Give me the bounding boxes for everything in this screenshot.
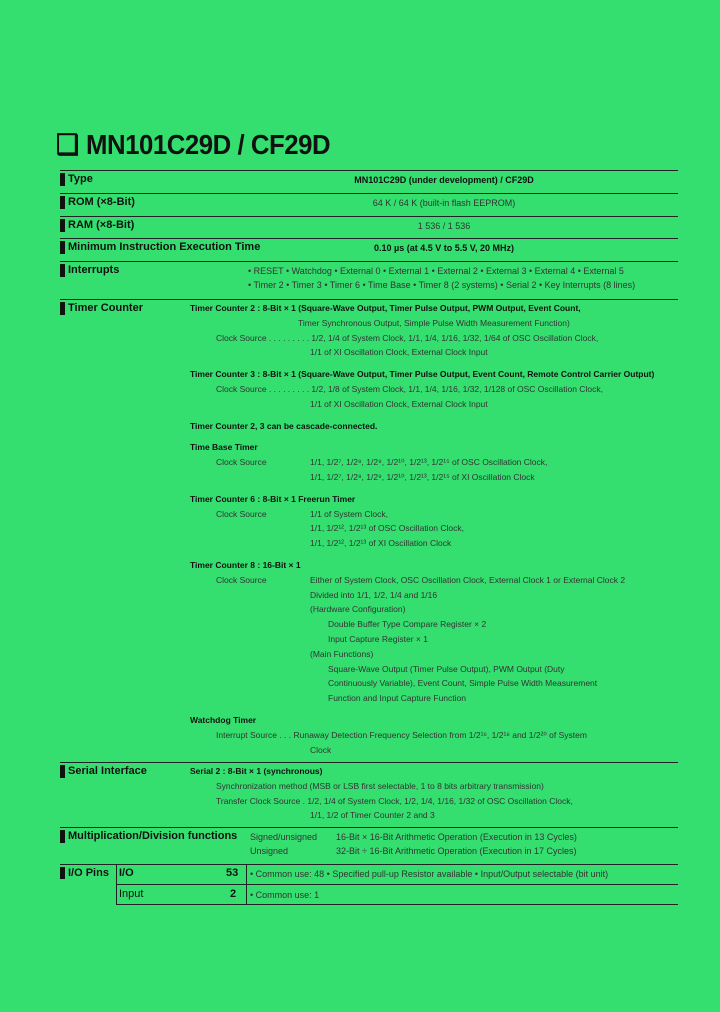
io-row-count: 53 — [226, 867, 239, 879]
muldiv-signed-value: 16-Bit × 16-Bit Arithmetic Operation (Execution in 13 Cycles) — [336, 832, 577, 842]
rom-label: ROM (×8-Bit) — [60, 196, 135, 209]
muldiv-row — [60, 827, 678, 862]
clock-source-value: 1/1 of System Clock, — [310, 508, 388, 519]
timer-line: Divided into 1/1, 1/2, 1/4 and 1/16 — [310, 589, 438, 600]
timer-line: Function and Input Capture Function — [328, 693, 466, 704]
muldiv-unsigned-label: Unsigned — [250, 846, 289, 856]
timer-line — [190, 573, 654, 588]
interrupts-label: Interrupts — [60, 264, 119, 277]
serial-line: 1/1, 1/2 of Timer Counter 2 and 3 — [310, 810, 435, 821]
timer-line: Input Capture Register × 1 — [328, 633, 428, 644]
timer-line: 1/1 of XI Oscillation Clock, External Clock Input — [310, 398, 488, 409]
type-value: MN101C29D (under development) / CF29D — [354, 175, 534, 185]
clock-source-label: Clock Source — [216, 457, 267, 468]
io-row-name: Input — [119, 888, 144, 900]
timer-line: (Main Functions) — [310, 648, 374, 659]
ram-value: 1 536 / 1 536 — [417, 221, 471, 231]
timer-line: 1/1, 1/2¹², 1/2¹³ of OSC Oscillation Clock, — [310, 523, 464, 534]
timer-line: Double Buffer Type Compare Register × 2 — [328, 619, 487, 630]
timer-line: Timer Synchronous Output, Simple Pulse Width Measurement Function) — [298, 317, 570, 328]
serial-label: Serial Interface — [60, 765, 147, 778]
muldiv-signed-label: Signed/unsigned — [250, 832, 318, 842]
muldiv-unsigned-value: 32-Bit ÷ 16-Bit Arithmetic Operation (Execution in 17 Cycles) — [336, 846, 577, 856]
min-exec-value: 0.10 µs (at 4.5 V to 5.5 V, 20 MHz) — [374, 243, 514, 253]
timer-line: 1/1, 1/2¹², 1/2¹³ of XI Oscillation Clock — [310, 538, 452, 549]
title-text: MN101C29D / CF29D — [86, 129, 331, 160]
interrupts-line-2: • Timer 2 • Timer 3 • Timer 6 • Time Base • Timer 8 (2 systems) • Serial 2 • Key Interrupts (8 lines) — [248, 280, 636, 290]
timer-line: Timer Counter 3 : 8-Bit × 1 (Square-Wave Output, Timer Pulse Output, Event Count, Remote Control Carrier Output) — [190, 369, 655, 380]
type-row — [60, 170, 678, 193]
interrupts-row — [60, 261, 678, 298]
timer-counter-label: Timer Counter — [60, 302, 143, 315]
timer-line — [190, 455, 654, 470]
serial-line: Serial 2 : 8-Bit × 1 (synchronous) — [190, 766, 323, 776]
clock-source-label: Clock Source — [216, 574, 267, 585]
interrupts-line-1: • RESET • Watchdog • External 0 • External 1 • External 2 • External 3 • External 4 • External 5 — [248, 266, 624, 276]
serial-block — [190, 764, 573, 823]
muldiv-label: Multiplication/Division functions — [60, 830, 237, 843]
timer-line: Timer Counter 8 : 16-Bit × 1 — [190, 559, 301, 570]
io-row-desc: • Common use: 1 — [250, 890, 320, 900]
timer-line: (Hardware Configuration) — [310, 604, 406, 615]
clock-source-value: Either of System Clock, OSC Oscillation Clock, External Clock 1 or External Clock 2 — [310, 574, 626, 585]
clock-source-value: 1/1, 1/2⁷, 1/2⁸, 1/2⁹, 1/2¹⁰, 1/2¹³, 1/2¹⁵ of OSC Oscillation Clock, — [310, 457, 548, 468]
timer-line — [190, 507, 654, 522]
min-exec-label: Minimum Instruction Execution Time — [60, 241, 260, 254]
timer-line: Continuously Variable), Event Count, Simple Pulse Width Measurement — [328, 678, 598, 689]
timer-line: Clock Source . . . . . . . . . 1/2, 1/8 of System Clock, 1/1, 1/4, 1/16, 1/32, 1/128 of OSC Oscillation Clock, — [216, 383, 603, 394]
timer-line: 1/1, 1/2⁷, 1/2⁸, 1/2⁹, 1/2¹⁰, 1/2¹³, 1/2¹⁵ of XI Oscillation Clock — [310, 471, 535, 482]
page-title — [56, 128, 330, 161]
checkbox-square-icon: ❑ — [56, 129, 79, 160]
timer-line: Clock Source . . . . . . . . . 1/2, 1/4 of System Clock, 1/1, 1/4, 1/16, 1/32, 1/64 of OSC Oscillation Clock, — [216, 332, 599, 343]
io-row-count: 2 — [230, 888, 237, 900]
io-pins-label: I/O Pins — [60, 867, 109, 879]
timer-line: Square-Wave Output (Timer Pulse Output), PWM Output (Duty — [328, 663, 565, 674]
min-exec-row — [60, 238, 678, 261]
clock-source-label: Clock Source — [216, 508, 267, 519]
io-pins-table — [60, 864, 678, 905]
timer-counter-block — [190, 301, 654, 757]
rom-row — [60, 193, 678, 216]
timer-line: Timer Counter 6 : 8-Bit × 1 Freerun Timer — [190, 493, 356, 504]
timer-line: 1/1 of XI Oscillation Clock, External Clock Input — [310, 347, 488, 358]
timer-line: Clock — [310, 744, 332, 755]
io-row-name: I/O — [119, 867, 134, 879]
timer-line: Timer Counter 2 : 8-Bit × 1 (Square-Wave Output, Timer Pulse Output, PWM Output, Event Count, — [190, 303, 581, 313]
timer-line: Interrupt Source . . . Runaway Detection Frequency Selection from 1/2¹⁶, 1/2¹⁸ and 1/2²⁰ of System — [216, 729, 587, 740]
rom-value: 64 K / 64 K (built-in flash EEPROM) — [372, 198, 516, 208]
timer-line: Timer Counter 2, 3 can be cascade-connected. — [190, 420, 378, 431]
io-row-desc: • Common use: 48 • Specified pull-up Resistor available • Input/Output selectable (bit unit) — [250, 869, 609, 879]
timer-line: Watchdog Timer — [190, 714, 257, 725]
ram-row — [60, 216, 678, 239]
timer-line: Time Base Timer — [190, 442, 258, 453]
ram-label: RAM (×8-Bit) — [60, 219, 134, 232]
serial-line: Synchronization method (MSB or LSB first selectable, 1 to 8 bits arbitrary transmission) — [216, 780, 544, 791]
type-label: Type — [60, 173, 93, 186]
serial-line: Transfer Clock Source . 1/2, 1/4 of System Clock, 1/2, 1/4, 1/16, 1/32 of OSC Oscillation Clock, — [216, 795, 573, 806]
